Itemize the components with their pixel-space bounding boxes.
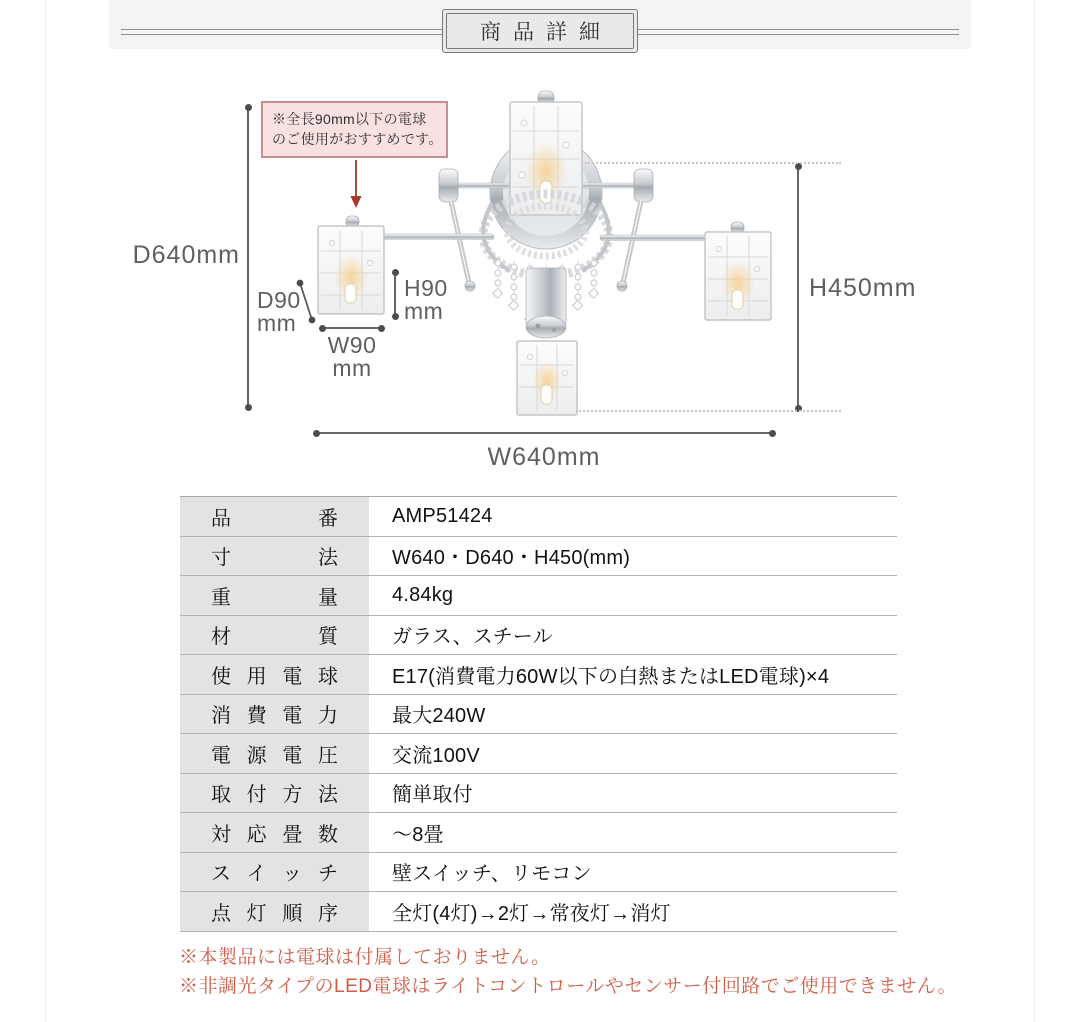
table-row — [180, 695, 897, 735]
spec-label: 重量 — [211, 586, 338, 609]
table-row — [180, 813, 897, 853]
bulb-recommendation-note — [261, 101, 448, 158]
spec-label: 材質 — [211, 626, 338, 649]
page-title: 商品詳細 — [480, 20, 612, 44]
dim-label-h90: H90 mm — [404, 275, 448, 324]
spec-value: 交流100V — [375, 734, 897, 773]
table-row — [180, 734, 897, 774]
dim-line-h90 — [394, 272, 396, 317]
table-row — [180, 655, 897, 695]
spec-label: 寸法 — [211, 547, 338, 570]
header-rule-right — [638, 29, 959, 35]
spec-value: W640・D640・H450(mm) — [375, 537, 897, 576]
page-right-edge — [1034, 0, 1035, 1022]
dim-label-d640: D640mm — [132, 241, 240, 269]
dim-line-h450 — [797, 166, 799, 409]
spec-label: スイッチ — [211, 863, 338, 886]
dim-label-w90: W90 mm — [327, 332, 377, 381]
section-title-box — [442, 9, 638, 53]
header-rule-left — [121, 29, 442, 35]
spec-value: 最大240W — [375, 695, 897, 734]
table-row — [180, 774, 897, 814]
spec-value: 4.84kg — [375, 576, 897, 615]
spec-label: 対応畳数 — [211, 823, 338, 846]
spec-value: 全灯(4灯)→2灯→常夜灯→消灯 — [375, 892, 897, 931]
page-left-edge — [45, 0, 46, 1022]
spec-label: 使用電球 — [211, 665, 338, 688]
spec-table — [180, 496, 897, 932]
dim-line-w90 — [322, 327, 382, 329]
dim-extension-top — [585, 162, 841, 164]
spec-label: 点灯順序 — [211, 902, 338, 925]
table-row — [180, 537, 897, 577]
spec-label: 消費電力 — [211, 705, 338, 728]
table-row — [180, 892, 897, 932]
note-line-2: のご使用がおすすめです。 — [272, 131, 443, 147]
dim-label-w640: W640mm — [487, 443, 601, 471]
footnote-led-warning: ※非調光タイプのLED電球はライトコントロールやセンサー付回路でご使用できません。 — [179, 976, 957, 997]
table-row — [180, 576, 897, 616]
table-row — [180, 616, 897, 656]
table-row — [180, 497, 897, 537]
spec-label: 取付方法 — [211, 784, 338, 807]
spec-value: 簡単取付 — [375, 774, 897, 813]
dim-label-h450: H450mm — [809, 274, 917, 302]
dim-line-d640 — [247, 107, 249, 408]
section-title-inner-frame — [446, 13, 634, 49]
dim-label-d90: D90 mm — [257, 287, 301, 336]
spec-value: 壁スイッチ、リモコン — [375, 853, 897, 892]
dim-extension-bottom — [576, 410, 841, 412]
spec-value: ～8畳 — [375, 813, 897, 852]
spec-value: AMP51424 — [375, 497, 897, 536]
down-arrow-icon — [349, 160, 363, 210]
spec-value: E17(消費電力60W以下の白熱またはLED電球)×4 — [375, 655, 897, 694]
table-row — [180, 853, 897, 893]
dim-line-w640 — [316, 432, 773, 434]
spec-label: 品番 — [211, 507, 338, 530]
footnote-no-bulb: ※本製品には電球は付属しておりません。 — [179, 947, 551, 968]
note-line-1: ※全長90mm以下の電球 — [272, 111, 427, 127]
spec-value: ガラス、スチール — [375, 616, 897, 655]
spec-label: 電源電圧 — [211, 744, 338, 767]
